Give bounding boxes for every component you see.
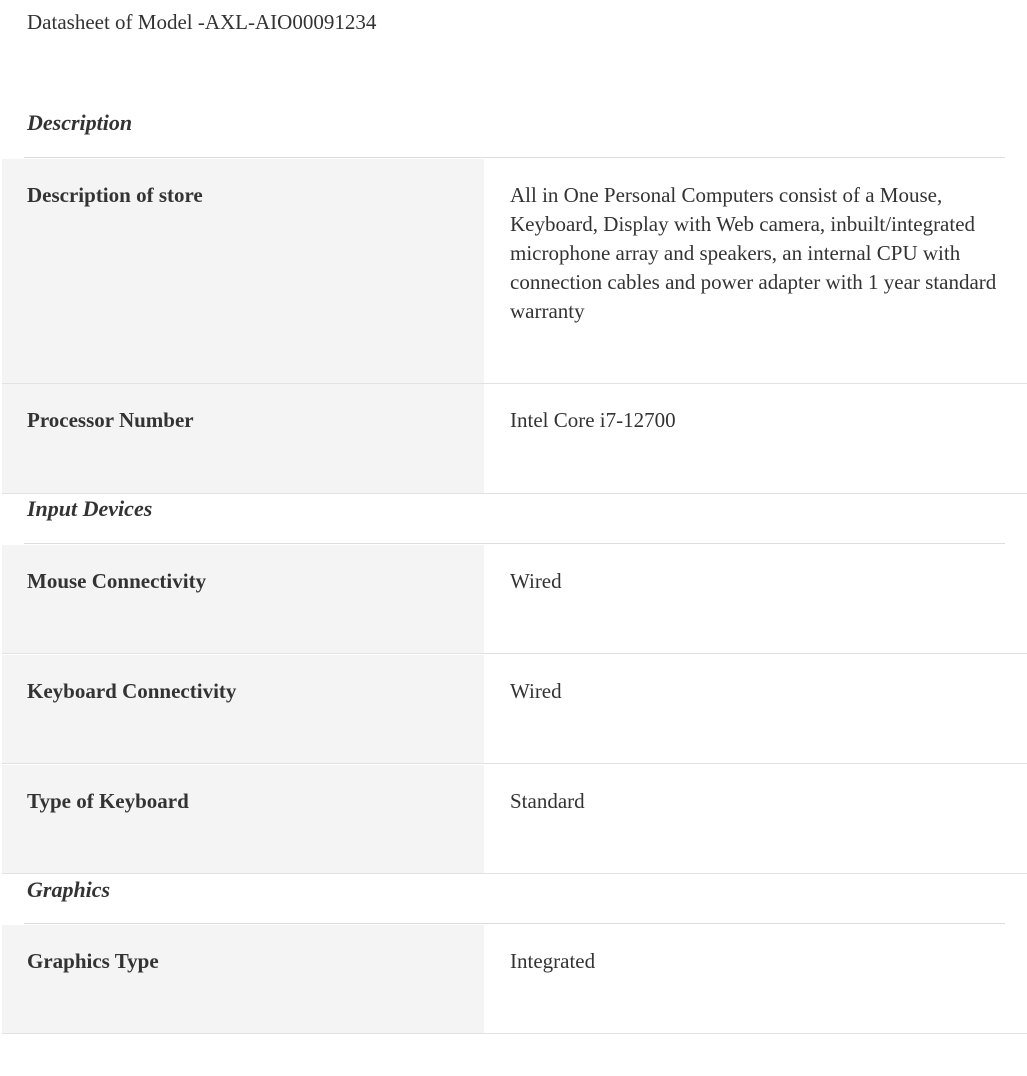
section-heading-input-devices: Input Devices	[27, 496, 153, 521]
section-heading-graphics: Graphics	[27, 877, 111, 902]
spec-row-graphics-type	[2, 925, 1027, 1034]
spec-row-processor-number	[2, 384, 1027, 494]
spec-label: Keyboard Connectivity	[27, 679, 237, 703]
page-title: Datasheet of Model -AXL-AIO00091234	[27, 10, 377, 34]
spec-label: Mouse Connectivity	[27, 569, 207, 593]
spec-row-keyboard-connectivity	[2, 655, 1027, 764]
spec-value: Integrated	[510, 949, 596, 973]
spec-label-cell	[2, 545, 484, 653]
spec-row-mouse-connectivity	[2, 545, 1027, 654]
spec-value: Wired	[510, 569, 562, 593]
spec-label-cell	[2, 655, 484, 763]
spec-label: Description of store	[27, 183, 203, 207]
spec-row-type-of-keyboard	[2, 765, 1027, 874]
section-divider	[24, 157, 1005, 158]
spec-label: Graphics Type	[27, 949, 159, 973]
spec-value: Intel Core i7-12700	[510, 408, 676, 432]
spec-label-cell	[2, 765, 484, 873]
spec-label-cell	[2, 925, 484, 1033]
spec-value: Standard	[510, 789, 585, 813]
section-heading-description: Description	[27, 110, 133, 135]
spec-label: Type of Keyboard	[27, 789, 189, 813]
section-divider	[24, 543, 1005, 544]
spec-label: Processor Number	[27, 408, 194, 432]
spec-label-cell	[2, 384, 484, 493]
spec-value: Wired	[510, 679, 562, 703]
spec-value: All in One Personal Computers consist of a Mouse, Keyboard, Display with Web camera, inbuilt/integrated microphone array and speakers, an internal CPU with connection cables and power adapter with 1 year standard warranty	[510, 183, 997, 323]
spec-row-description-of-store	[2, 159, 1027, 384]
section-divider	[24, 923, 1005, 924]
